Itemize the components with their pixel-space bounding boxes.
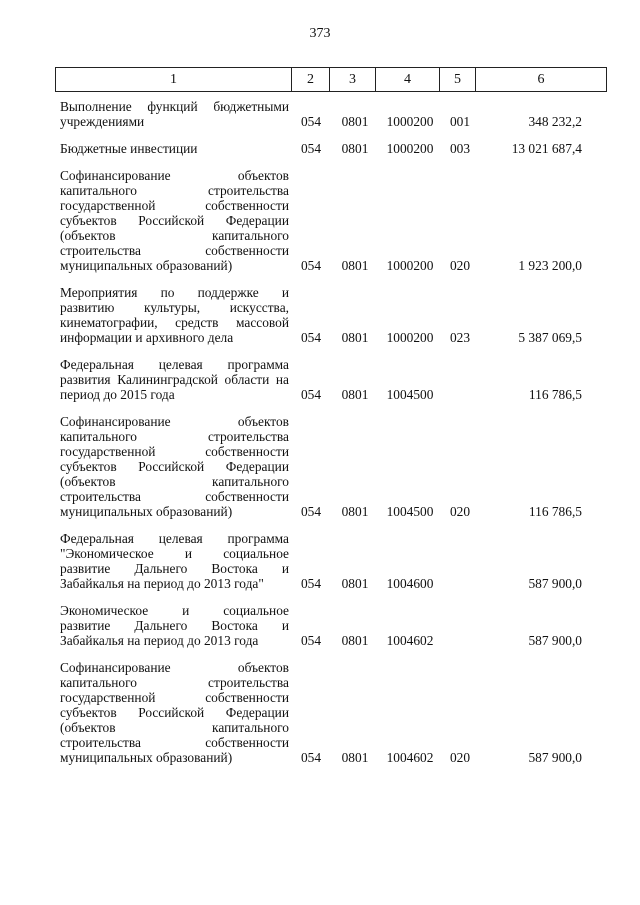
row-cell-c2: 054: [300, 141, 322, 156]
column-header-1: 1: [56, 68, 292, 92]
row-description: [60, 660, 289, 765]
description-line: муниципальных образований): [60, 258, 233, 273]
row-cell-c5: 020: [449, 750, 471, 765]
row-cell-c6: 587 900,0: [528, 576, 582, 591]
column-header-table: [55, 67, 607, 92]
row-cell-c6: 13 021 687,4: [511, 141, 582, 156]
row-cell-c5: 003: [449, 141, 471, 156]
description-line: капитального строительства: [60, 429, 289, 444]
row-cell-c4: 1000200: [386, 114, 434, 129]
row-description: [60, 414, 289, 519]
row-cell-c3: 0801: [341, 387, 369, 402]
description-line: развития Калининградской области на: [60, 372, 289, 387]
row-cell-c6: 1 923 200,0: [518, 258, 582, 273]
row-cell-c4: 1004500: [386, 387, 434, 402]
table-row: [0, 531, 640, 591]
row-cell-c3: 0801: [341, 114, 369, 129]
row-description: [60, 603, 289, 648]
row-cell-c4: 1004602: [386, 750, 434, 765]
row-description: [60, 99, 289, 129]
description-line: строительства собственности: [60, 489, 289, 504]
description-line: период до 2015 года: [60, 387, 175, 402]
description-line: Выполнение функций бюджетными: [60, 99, 289, 114]
description-line: (объектов капитального: [60, 474, 289, 489]
row-cell-c3: 0801: [341, 750, 369, 765]
row-cell-c2: 054: [300, 504, 322, 519]
table-row: [0, 168, 640, 273]
description-line: развитие Дальнего Востока и: [60, 561, 289, 576]
row-cell-c5: 023: [449, 330, 471, 345]
table-row: [0, 141, 640, 156]
row-cell-c2: 054: [300, 576, 322, 591]
description-line: Забайкалья на период до 2013 года": [60, 576, 264, 591]
row-cell-c3: 0801: [341, 258, 369, 273]
description-line: Софинансирование объектов: [60, 168, 289, 183]
row-cell-c4: 1000200: [386, 258, 434, 273]
column-header-6: 6: [476, 68, 607, 92]
description-line: (объектов капитального: [60, 720, 289, 735]
row-cell-c5: 020: [449, 258, 471, 273]
row-cell-c4: 1000200: [386, 141, 434, 156]
table-row: [0, 99, 640, 129]
description-line: Федеральная целевая программа: [60, 357, 289, 372]
row-description: [60, 141, 289, 156]
description-line: муниципальных образований): [60, 750, 233, 765]
description-line: Забайкалья на период до 2013 года: [60, 633, 259, 648]
row-description: [60, 357, 289, 402]
description-line: государственной собственности: [60, 198, 289, 213]
column-header-2: 2: [292, 68, 330, 92]
column-header-4: 4: [376, 68, 440, 92]
row-cell-c6: 587 900,0: [528, 633, 582, 648]
table-row: [0, 357, 640, 402]
description-line: муниципальных образований): [60, 504, 233, 519]
description-line: Софинансирование объектов: [60, 414, 289, 429]
description-line: Бюджетные инвестиции: [60, 141, 198, 156]
row-cell-c6: 5 387 069,5: [518, 330, 582, 345]
row-cell-c2: 054: [300, 387, 322, 402]
description-line: капитального строительства: [60, 675, 289, 690]
row-cell-c2: 054: [300, 633, 322, 648]
row-description: [60, 531, 289, 591]
column-header-3: 3: [330, 68, 376, 92]
row-cell-c3: 0801: [341, 576, 369, 591]
description-line: субъектов Российской Федерации: [60, 213, 289, 228]
description-line: субъектов Российской Федерации: [60, 705, 289, 720]
description-line: развитие Дальнего Востока и: [60, 618, 289, 633]
description-line: учреждениями: [60, 114, 145, 129]
row-description: [60, 168, 289, 273]
table-row: [0, 414, 640, 519]
description-line: строительства собственности: [60, 243, 289, 258]
row-cell-c2: 054: [300, 114, 322, 129]
row-cell-c5: 001: [449, 114, 471, 129]
row-cell-c2: 054: [300, 258, 322, 273]
description-line: Экономическое и социальное: [60, 603, 289, 618]
description-line: (объектов капитального: [60, 228, 289, 243]
description-line: Софинансирование объектов: [60, 660, 289, 675]
description-line: кинематографии, средств массовой: [60, 315, 289, 330]
description-line: капитального строительства: [60, 183, 289, 198]
row-cell-c3: 0801: [341, 141, 369, 156]
row-cell-c4: 1004600: [386, 576, 434, 591]
description-line: Мероприятия по поддержке и: [60, 285, 289, 300]
description-line: строительства собственности: [60, 735, 289, 750]
description-line: развитию культуры, искусства,: [60, 300, 289, 315]
row-description: [60, 285, 289, 345]
description-line: Федеральная целевая программа: [60, 531, 289, 546]
row-cell-c6: 348 232,2: [528, 114, 582, 129]
row-cell-c4: 1004500: [386, 504, 434, 519]
budget-table-body: [0, 99, 640, 777]
description-line: государственной собственности: [60, 690, 289, 705]
row-cell-c2: 054: [300, 330, 322, 345]
description-line: субъектов Российской Федерации: [60, 459, 289, 474]
description-line: информации и архивного дела: [60, 330, 234, 345]
row-cell-c3: 0801: [341, 633, 369, 648]
table-row: [0, 603, 640, 648]
row-cell-c3: 0801: [341, 504, 369, 519]
row-cell-c4: 1000200: [386, 330, 434, 345]
column-header-5: 5: [440, 68, 476, 92]
page-number: 373: [309, 26, 331, 41]
column-header-row: [56, 68, 607, 92]
row-cell-c6: 587 900,0: [528, 750, 582, 765]
table-row: [0, 660, 640, 765]
row-cell-c6: 116 786,5: [528, 387, 582, 402]
row-cell-c4: 1004602: [386, 633, 434, 648]
row-cell-c5: 020: [449, 504, 471, 519]
table-row: [0, 285, 640, 345]
description-line: "Экономическое и социальное: [60, 546, 289, 561]
row-cell-c2: 054: [300, 750, 322, 765]
row-cell-c6: 116 786,5: [528, 504, 582, 519]
row-cell-c3: 0801: [341, 330, 369, 345]
description-line: государственной собственности: [60, 444, 289, 459]
